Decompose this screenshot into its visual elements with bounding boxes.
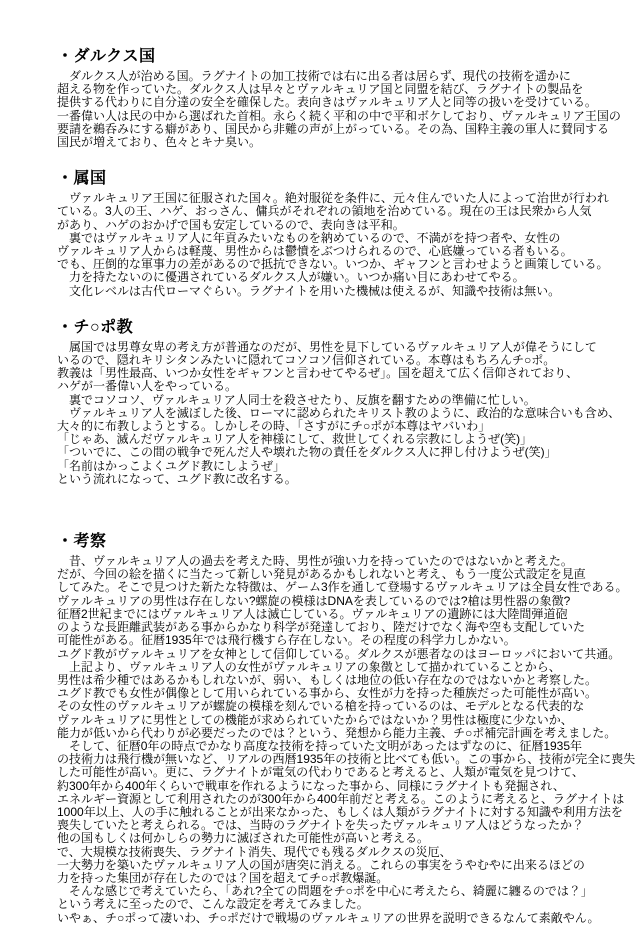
text-line: エネルギー資源として利用されたのが300年から400年前だと考える。このように考えると、ラグナイトは bbox=[57, 791, 625, 806]
text-line: 要請を鵜呑みにする癖があり、国民から非難の声が上がっている。その為、国粋主義の軍人に賛同する bbox=[57, 121, 610, 136]
text-line: 征暦2世紀までにはヴァルキュリア人は滅亡している。ヴァルキュリアの遺跡には大陸間弾道砲 bbox=[57, 606, 568, 621]
text-line: の技術力は飛行機が無いなど、リアルの西暦1935年の技術と比べても低い。この事から、技術が完全に喪失 bbox=[57, 752, 635, 767]
text-line: 昔、ヴァルキュリア人の過去を考えた時、男性が強い力を持っていたのではないかと考えた。 bbox=[57, 554, 573, 569]
text-line: 大々的に布教しようとする。しかしその時、「さすがにチ○ポが本尊はヤバいわ」 bbox=[57, 419, 491, 434]
text-line: 能力が低いから代わりが必要だったのでは？という、発想から能力主義、チ○ポ補完計画を考えました。 bbox=[57, 725, 617, 740]
text-line: ヴァルキュリア王国に征服された国々。絶対服従を条件に、元々住んでいた人によって治世が行われ bbox=[57, 191, 609, 206]
text-line: 1000年以上、人の手に触れることが出来なかった、もしくは人類がラグナイトに対する知識や利用方法を bbox=[57, 804, 623, 819]
text-line: 他の国もしくは何かしらの勢力に滅ぼされた可能性が高いと考える。 bbox=[57, 831, 430, 846]
text-line: 「名前はかっこよくユグド教にしようぜ」 bbox=[57, 458, 286, 473]
section-darcsen-koku-title: ・ダルクス国 bbox=[57, 48, 156, 65]
text-line: 国民が増えており、色々とキナ臭い。 bbox=[57, 135, 262, 150]
text-line: そして、征暦0年の時点でかなり高度な技術を持っていた文明があったはずなのに、征暦1935年 bbox=[57, 738, 583, 753]
text-line: 提供する代わりに自分達の安全を確保した。表向きはヴァルキュリア人と同等の扱いを受けている。 bbox=[57, 95, 597, 110]
text-line: という流れになって、ユグド教に改名する。 bbox=[57, 471, 297, 486]
text-line: してみた。そこで見つけた新たな特徴は、ゲーム3作を通して登場するヴァルキュリアは全員女性である。 bbox=[57, 580, 628, 595]
text-line: ている。3人の王、ハゲ、おっさん、傭兵がそれぞれの領地を治めている。現在の王は民衆から人気 bbox=[57, 204, 592, 219]
text-line: ヴァルキュリアの男性は存在しない?螺旋の模様はDNAを表しているのでは?槍は男性器の象徴? bbox=[57, 593, 571, 608]
text-line: ヴァルキュリア人からは軽蔑、男性からは鬱憤をぶつけられるので、心底嫌っている者もいる。 bbox=[57, 244, 573, 259]
text-line: という考えに至ったので、こんな設定を考えてみました。 bbox=[57, 897, 369, 912]
text-line: ユグド教でも女性が偶像として用いられている事から、女性が力を持った種族だった可能性が高い。 bbox=[57, 686, 598, 701]
text-line: ヴァルキュリアに男性としての機能が求められていたからではないか？男性は極度に少ないか、 bbox=[57, 712, 573, 727]
text-line: ヴァルキュリア人を滅ぼした後、ローマに認められたキリスト教のように、政治的な意味合いも含め、 bbox=[57, 405, 621, 420]
text-line: があり、ハゲのおかげで国も安定しているので、表向きは平和。 bbox=[57, 217, 405, 232]
text-line: 可能性がある。征暦1935年では飛行機すら存在しない。その程度の科学力しかない。 bbox=[57, 633, 516, 648]
text-line: 一番偉い人は民の中から選ばれた首相。永らく続く平和の中で平和ボケしており、ヴァルキュリア王国の bbox=[57, 108, 621, 123]
text-line: 超える物を作っていた。ダルクス人は早々とヴァルキュリア国と同盟を結び、ラグナイトの製品を bbox=[57, 82, 584, 97]
text-line: 裏ではヴァルキュリア人に年貢みたいなものを納めているので、不満がを持つ者や、女性の bbox=[57, 230, 561, 245]
text-line: のような長距離武装がある事からかなり科学が発達しており、陸だけでなく海や空も支配していた bbox=[57, 620, 586, 635]
text-line: ハゲが一番偉い人をやっている。 bbox=[57, 379, 238, 394]
section-darcsen-koku bbox=[57, 48, 627, 149]
text-line: 「ついでに、この間の戦争で死んだ人や壊れた物の責任をダルクス人に押し付けようぜ(笑)」 bbox=[57, 445, 557, 460]
text-line: その女性のヴァルキュリアが螺旋の模様を刻んでいる槍を持っているのは、モデルとなる代表的な bbox=[57, 699, 585, 714]
text-line: ユグド教がヴァルキュリアを女神として信仰している。ダルクスが悪者なのはヨーロッパにおいて共通。 bbox=[57, 646, 621, 661]
text-line: 喪失していたと考えられる。では、当時のラグナイトを失ったヴァルキュリア人はどうなったか？ bbox=[57, 818, 585, 833]
section-chinpo-kyou bbox=[57, 319, 627, 486]
text-line: いるので、隠れキリシタンみたいに隠れてコソコソ信仰されている。本尊はもちろんチ○ポ。 bbox=[57, 353, 556, 368]
section-kousatsu-title: ・考察 bbox=[57, 533, 107, 551]
section-zokkoku-title: ・属国 bbox=[57, 170, 107, 188]
section-zokkoku bbox=[57, 170, 627, 298]
text-line: 一大勢力を築いたヴァルキュリア人の国が唐突に消える。これらの事実をうやむやに出来るほどの bbox=[57, 857, 585, 872]
text-line: だが、今回の絵を描くに当たって新しい発見があるかもしれないと考え、もう一度公式設定を見直 bbox=[57, 567, 586, 582]
text-line: いやぁ、チ○ポって凄いわ、チ○ポだけで戦場のヴァルキュリアの世界を説明できるなんて素敵やん。 bbox=[57, 910, 600, 925]
text-line: 教義は「男性最高、いつか女性をギャフンと言わせてやるぜ」。国を超えて広く信仰されており、 bbox=[57, 366, 579, 381]
text-line: 上記より、ヴァルキュリア人の女性がヴァルキュリアの象徴として描かれていることから、 bbox=[57, 659, 561, 674]
text-line: 「じゃあ、滅んだヴァルキュリア人を神様にして、救世してくれる宗教にしようぜ(笑)」 bbox=[57, 432, 533, 447]
text-line: 裏でコソコソ、ヴァルキュリア人同士を殺させたり、反旗を翻すための準備に忙しい。 bbox=[57, 392, 536, 407]
text-line: 文化レベルは古代ローマぐらい。ラグナイトを用いた機械は使えるが、知識や技術は無い。 bbox=[57, 283, 561, 298]
text-line: そんな感じで考えていたら、「あれ?全ての問題をチ○ポを中心に考えたら、綺麗に纏るのでは？」 bbox=[57, 884, 593, 899]
text-line: 約300年から400年くらいで戦車を作れるようになった事から、同様にラグナイトも発掘され、 bbox=[57, 778, 565, 793]
text-line: で、大規模な技術喪失、ラグナイト消失、現代でも残るダルクスの災厄、 bbox=[57, 844, 452, 859]
text-line: した可能性が高い。更に、ラグナイトが電気の代わりであると考えると、人類が電気を見つけて、 bbox=[57, 765, 584, 780]
text-line: 属国では男尊女卑の考え方が普通なのだが、男性を見下しているヴァルキュリア人が偉そうにして bbox=[57, 339, 597, 354]
document-sections bbox=[57, 48, 635, 925]
text-line: 力を持った集団が存在したのでは？国を超えてチ○ポ教爆誕。 bbox=[57, 870, 389, 885]
text-line: 力を持たないのに優遇されているダルクス人が嫌い。いつか痛い目にあわせてやる。 bbox=[57, 270, 525, 285]
text-line: 男性は希少種ではあるかもしれないが、弱い、もしくは地位の低い存在なのではないかと考察した。 bbox=[57, 672, 598, 687]
section-kousatsu bbox=[57, 533, 635, 925]
text-line: でも、圧倒的な軍事力の差があるので抵抗できない。いつか、ギャフンと言わせようと画策している。 bbox=[57, 257, 609, 272]
text-line: ダルクス人が治める国。ラグナイトの加工技術では右に出る者は居らず、現代の技術を遥かに bbox=[57, 69, 571, 83]
section-chinpo-kyou-title: ・チ○ポ教 bbox=[57, 318, 134, 336]
